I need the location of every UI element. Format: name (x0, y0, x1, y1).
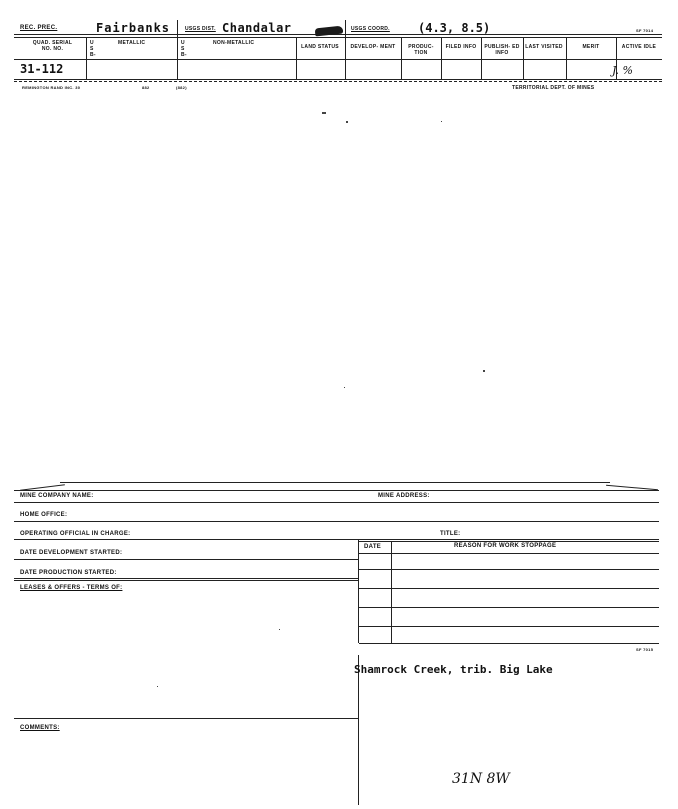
date-production-started-label: DATE PRODUCTION STARTED: (20, 570, 117, 576)
speck (346, 121, 348, 123)
mine-company-line (14, 490, 659, 491)
form-number-top: SF 7014 (636, 28, 654, 33)
mine-company-line-bottom (14, 502, 659, 503)
mine-address-label: MINE ADDRESS: (378, 493, 430, 499)
operating-official-label: OPERATING OFFICIAL IN CHARGE: (20, 531, 131, 537)
col-header-published-info: PUBLISH- ED INFO (484, 44, 520, 56)
col-header-production: PRODUC- TION (408, 44, 434, 56)
location-note: Shamrock Creek, trib. Big Lake (354, 663, 553, 676)
reason-row-line-4 (359, 626, 659, 627)
printer-code-2: (882) (176, 85, 187, 90)
rec-prec-label: REC. PREC. (20, 25, 58, 31)
divider-2 (345, 20, 346, 80)
title-label: TITLE: (440, 531, 461, 537)
leases-offers-label: LEASES & OFFERS - TERMS OF: (20, 585, 123, 591)
speck (344, 387, 345, 388)
col-header-merit: MERIT (582, 44, 600, 50)
home-office-label: HOME OFFICE: (20, 512, 68, 518)
row-bottom-line-2 (14, 81, 662, 82)
col-header-non-metallic: NON-METALLIC (213, 40, 255, 46)
reason-header-line (359, 553, 659, 554)
speck (441, 121, 442, 122)
col-header-development: DEVELOP- MENT (350, 44, 396, 50)
reason-column-header: REASON FOR WORK STOPPAGE (454, 543, 557, 549)
department-imprint: TERRITORIAL DEPT. OF MINES (512, 85, 595, 91)
reason-row-line-1 (359, 569, 659, 570)
operating-official-line (14, 539, 659, 540)
col-header-last-visited: LAST VISITED (525, 44, 563, 50)
comments-top-line (14, 718, 358, 719)
printer-code-1: 882 (142, 85, 150, 90)
active-idle-mark: J. % (612, 64, 634, 77)
speck (279, 629, 280, 630)
divider-1 (177, 20, 178, 80)
usgs-coord-value: (4.3, 8.5) (418, 21, 491, 35)
lower-top-line (60, 482, 610, 483)
quad-serial-value: 31-112 (20, 62, 64, 76)
speck (157, 686, 158, 687)
date-prod-line (14, 578, 358, 579)
col-header-filed-info: FILED INFO (445, 44, 477, 50)
operating-official-line-2 (359, 541, 659, 542)
date-column-header: DATE (364, 544, 382, 550)
right-column-border (358, 655, 359, 805)
printer-imprint: REMINGTON RAND INC. 30 (22, 85, 81, 90)
reason-table-date-divider (391, 541, 392, 643)
usgs-dist-label: USGS DIST. (185, 26, 216, 32)
form-number-bottom: SF 7015 (636, 647, 654, 652)
usb-letters-left: U S B- (90, 40, 96, 58)
date-prod-line-2 (14, 580, 358, 581)
home-office-line (14, 521, 659, 522)
usgs-coord-label: USGS COORD. (351, 26, 390, 32)
date-development-started-label: DATE DEVELOPMENT STARTED: (20, 550, 123, 556)
col-header-active-idle: ACTIVE IDLE (621, 44, 657, 50)
col-header-land-status: LAND STATUS (301, 44, 339, 50)
header-line-2 (14, 37, 662, 38)
rec-prec-value: Fairbanks (96, 21, 171, 35)
reason-row-line-2 (359, 588, 659, 589)
usgs-dist-value: Chandalar (222, 21, 292, 35)
col-header-metallic: METALLIC (118, 40, 146, 46)
row-bottom-line (14, 79, 662, 80)
speck (483, 370, 485, 372)
reason-table-left-border (358, 539, 359, 643)
reason-row-line-5 (359, 643, 659, 644)
handwritten-note: 31N 8W (452, 771, 510, 787)
col-header-quad: QUAD. SERIAL NO. NO. (32, 40, 73, 52)
header-row-bottom-line (14, 59, 662, 60)
comments-label: COMMENTS: (20, 725, 60, 731)
speck (322, 112, 326, 114)
usb-letters-right: U S B- (181, 40, 187, 58)
date-dev-line (14, 559, 358, 560)
reason-row-line-3 (359, 607, 659, 608)
mine-company-name-label: MINE COMPANY NAME: (20, 493, 94, 499)
